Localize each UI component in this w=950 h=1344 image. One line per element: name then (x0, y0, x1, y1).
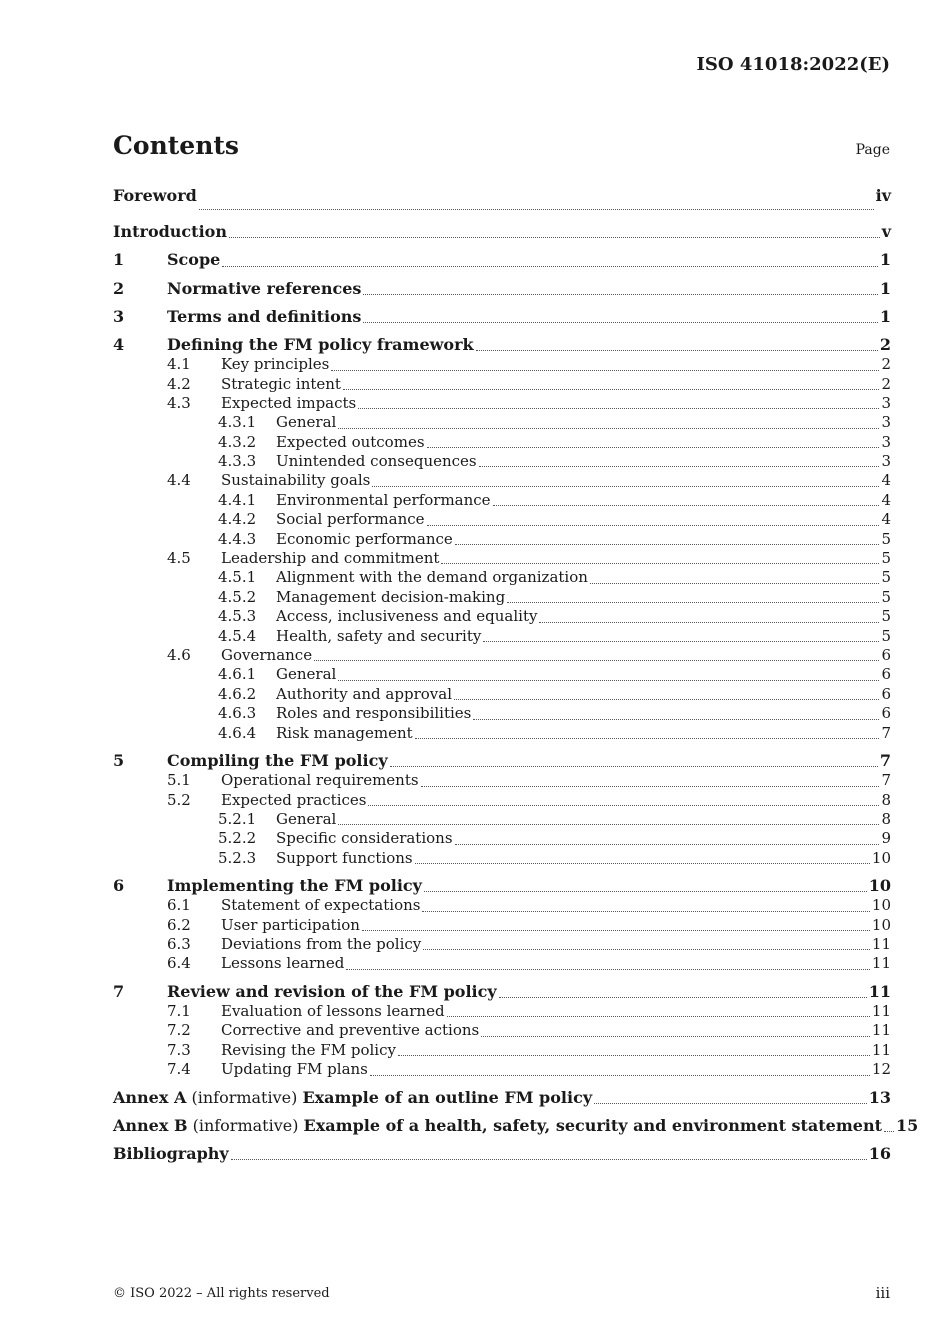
toc-entry[interactable] (113, 974, 891, 1002)
toc-entry-title: Revising the FM policy (221, 1040, 396, 1059)
toc-entry-title: General (276, 809, 337, 828)
toc-entry[interactable] (113, 1060, 891, 1079)
toc-entry-number: 4.3.3 (218, 452, 257, 471)
toc-entry-number: 4.5.4 (218, 626, 257, 645)
toc-entry-number: 4 (113, 334, 125, 354)
toc-entry-number: 4.2 (167, 374, 191, 393)
toc-entry-number: 4.5.1 (218, 568, 257, 587)
toc-entry-title: Deviations from the policy (221, 935, 422, 954)
toc-entry-page: 3 (881, 393, 891, 412)
toc-entry-number: 5.2.1 (218, 809, 257, 828)
toc-entry-page: 5 (881, 529, 891, 548)
dot-leader (363, 321, 877, 323)
dot-leader (415, 862, 870, 864)
toc-entry[interactable] (113, 433, 891, 452)
toc-entry-number: 3 (113, 306, 125, 326)
toc-entry-page: 7 (879, 750, 891, 770)
toc-entry-title: Risk management (276, 723, 413, 742)
toc-entry[interactable] (113, 627, 891, 646)
dot-leader (590, 582, 880, 584)
toc-entry-title: Environmental performance (276, 490, 491, 509)
dot-leader (362, 929, 870, 931)
toc-entry-title (113, 1088, 592, 1108)
toc-entry[interactable] (113, 214, 891, 242)
page-number: iii (875, 1284, 890, 1302)
dot-leader (368, 804, 879, 806)
toc-entry-page: 2 (881, 374, 891, 393)
dot-leader (499, 996, 867, 998)
toc-entry-title (113, 1116, 882, 1136)
toc-entry-number: 1 (113, 250, 125, 270)
toc-entry-title: Foreword (113, 186, 197, 205)
toc-entry-number: 6.3 (167, 935, 191, 954)
toc-entry-title: Management decision-making (276, 587, 506, 606)
dot-leader (338, 679, 879, 681)
dot-leader (423, 948, 870, 950)
toc-entry[interactable] (113, 1136, 891, 1164)
toc-entry-page: 10 (871, 915, 891, 934)
toc-entry[interactable] (113, 242, 891, 270)
toc-entry-title: Specific considerations (276, 829, 453, 848)
toc-entry-page: 7 (881, 771, 891, 790)
dot-leader (422, 910, 869, 912)
toc-entry-page: 12 (871, 1060, 891, 1079)
toc-entry-title: Governance (221, 645, 313, 664)
toc-entry-number: 4.4.3 (218, 529, 257, 548)
toc-entry-title: Updating FM plans (221, 1060, 368, 1079)
toc-entry-title: Unintended consequences (276, 452, 477, 471)
toc-entry-title: Access, inclusiveness and equality (276, 607, 538, 626)
toc-entry[interactable] (113, 916, 891, 935)
dot-leader (415, 737, 880, 739)
toc-entry[interactable] (113, 685, 891, 704)
toc-entry-number: 7 (113, 981, 125, 1001)
toc-entry-number: 4.5.3 (218, 607, 257, 626)
toc-entry-title: Operational requirements (221, 771, 419, 790)
dot-leader (231, 1158, 867, 1160)
dot-leader (454, 698, 879, 700)
toc-entry-page: 4 (881, 471, 891, 490)
page-column-label: Page (855, 142, 890, 158)
toc-entry[interactable] (113, 724, 891, 743)
toc-entry-page: 16 (868, 1143, 891, 1163)
toc-entry-page: 2 (881, 355, 891, 374)
toc-entry-page: 8 (881, 790, 891, 809)
toc-entry[interactable] (113, 791, 891, 810)
toc-entry-title: Leadership and commitment (221, 549, 440, 568)
dot-leader (229, 236, 880, 238)
toc-entry[interactable] (113, 1021, 891, 1040)
toc-entry-title: Expected outcomes (276, 432, 425, 451)
toc-entry-title: Defining the FM policy framework (167, 334, 474, 354)
toc-entry-page: 2 (879, 334, 891, 354)
toc-entry-page: 10 (868, 876, 891, 896)
toc-entry[interactable] (113, 491, 891, 510)
toc-entry-page: 10 (871, 848, 891, 867)
toc-entry-number: 4.3.2 (218, 432, 257, 451)
toc-entry-number: 6.4 (167, 954, 191, 973)
toc-entry[interactable] (113, 413, 891, 432)
toc-entry-title: Corrective and preventive actions (221, 1021, 480, 1040)
toc-entry-title: Scope (167, 250, 221, 270)
toc-entry[interactable] (113, 665, 891, 684)
toc-entry-title: Strategic intent (221, 374, 341, 393)
toc-entry-page: 1 (879, 306, 891, 326)
toc-entry-page: 1 (879, 278, 891, 298)
dot-leader (884, 1130, 894, 1132)
toc-entry[interactable] (113, 954, 891, 973)
toc-entry-page: 5 (881, 626, 891, 645)
toc-entry-page: 5 (881, 568, 891, 587)
annex-type-note: (informative) (186, 1087, 303, 1107)
toc-entry[interactable] (113, 568, 891, 587)
toc-entry[interactable] (113, 810, 891, 829)
toc-entry-title: Social performance (276, 510, 425, 529)
toc-entry-number: 4.6 (167, 645, 191, 664)
dot-leader (199, 208, 874, 210)
toc-entry[interactable] (113, 1080, 891, 1108)
toc-entry-number: 4.3 (167, 393, 191, 412)
toc-entry-page: 4 (881, 490, 891, 509)
table-of-contents (113, 186, 919, 1164)
dot-leader (441, 562, 879, 564)
toc-entry-page: 5 (881, 549, 891, 568)
toc-entry[interactable] (113, 607, 891, 626)
toc-entry[interactable] (113, 935, 891, 954)
toc-entry-number: 7.3 (167, 1040, 191, 1059)
toc-entry-page: 10 (871, 896, 891, 915)
dot-leader (331, 369, 879, 371)
toc-entry[interactable] (113, 1002, 891, 1021)
toc-entry-number: 4.4 (167, 471, 191, 490)
toc-entry[interactable] (113, 452, 891, 471)
toc-entry[interactable] (113, 646, 891, 665)
toc-entry-number: 4.4.2 (218, 510, 257, 529)
toc-entry-number: 4.6.2 (218, 684, 257, 703)
toc-entry-number: 5 (113, 750, 125, 770)
toc-entry-page: 8 (881, 809, 891, 828)
dot-leader (493, 504, 880, 506)
toc-entry[interactable] (113, 375, 891, 394)
toc-entry-page: 3 (881, 413, 891, 432)
document-id: ISO 41018:2022(E) (696, 54, 890, 75)
toc-entry[interactable] (113, 849, 891, 868)
toc-entry-title: Expected practices (221, 790, 367, 809)
toc-entry-page: v (881, 222, 891, 242)
dot-leader (481, 1035, 870, 1037)
toc-entry-title: Sustainability goals (221, 471, 371, 490)
dot-leader (358, 407, 879, 409)
dot-leader (455, 543, 880, 545)
toc-entry-title: Bibliography (113, 1143, 229, 1163)
dot-leader (338, 823, 879, 825)
toc-entry-number: 4.5 (167, 549, 191, 568)
toc-entry-page: 11 (871, 1002, 891, 1021)
dot-leader (372, 485, 879, 487)
toc-entry[interactable] (113, 394, 891, 413)
toc-entry[interactable] (113, 327, 891, 355)
dot-leader (424, 890, 867, 892)
dot-leader (479, 465, 880, 467)
dot-leader (455, 843, 880, 845)
toc-entry[interactable] (113, 471, 891, 490)
toc-entry-number: 6.2 (167, 915, 191, 934)
toc-entry-title: General (276, 665, 337, 684)
toc-entry-page: 6 (881, 645, 891, 664)
toc-entry-page: 3 (881, 432, 891, 451)
toc-entry[interactable] (113, 771, 891, 790)
toc-entry-title: Introduction (113, 222, 227, 242)
toc-entry[interactable] (113, 896, 891, 915)
page-title: Contents (113, 131, 240, 160)
toc-entry-title: Authority and approval (276, 684, 452, 703)
dot-leader (370, 1074, 870, 1076)
toc-entry-number: 5.2.2 (218, 829, 257, 848)
toc-entry-number: 4.5.2 (218, 587, 257, 606)
dot-leader (427, 524, 880, 526)
toc-entry-number: 4.6.1 (218, 665, 257, 684)
toc-entry-number: 4.3.1 (218, 413, 257, 432)
toc-entry-page: 15 (896, 1115, 919, 1135)
toc-entry-number: 5.1 (167, 771, 191, 790)
toc-entry-title: User participation (221, 915, 360, 934)
dot-leader (473, 718, 879, 720)
dot-leader (343, 388, 880, 390)
toc-entry[interactable] (113, 743, 891, 771)
toc-entry[interactable] (113, 549, 891, 568)
toc-entry-number: 5.2.3 (218, 848, 257, 867)
toc-entry-page: iv (875, 186, 891, 205)
toc-entry[interactable] (113, 186, 891, 214)
toc-entry[interactable] (113, 868, 891, 896)
toc-entry-title: Health, safety and security (276, 626, 482, 645)
toc-entry[interactable] (113, 530, 891, 549)
toc-entry-title: Roles and responsibilities (276, 704, 472, 723)
toc-entry[interactable] (113, 588, 891, 607)
toc-entry-title: Key principles (221, 355, 330, 374)
toc-entry-page: 6 (881, 684, 891, 703)
dot-leader (594, 1102, 867, 1104)
toc-entry-page: 11 (871, 954, 891, 973)
toc-entry[interactable] (113, 704, 891, 723)
toc-entry-page: 3 (881, 452, 891, 471)
toc-entry-title: Support functions (276, 848, 413, 867)
toc-entry-page: 11 (871, 1021, 891, 1040)
dot-leader (363, 293, 877, 295)
toc-entry-title: General (276, 413, 337, 432)
dot-leader (507, 601, 879, 603)
toc-entry-page: 1 (879, 250, 891, 270)
toc-entry-title: Normative references (167, 278, 362, 298)
annex-title: Example of an outline FM policy (302, 1087, 593, 1107)
dot-leader (483, 640, 879, 642)
toc-entry-title: Alignment with the demand organization (276, 568, 588, 587)
toc-entry-page: 7 (881, 723, 891, 742)
toc-entry-number: 4.1 (167, 355, 191, 374)
toc-entry-title: Expected impacts (221, 393, 357, 412)
toc-entry-title: Statement of expectations (221, 896, 421, 915)
annex-label: Annex A (113, 1087, 187, 1107)
dot-leader (314, 659, 879, 661)
dot-leader (447, 1015, 870, 1017)
toc-entry-number: 6.1 (167, 896, 191, 915)
toc-entry-title: Terms and definitions (167, 306, 362, 326)
toc-entry-number: 4.4.1 (218, 490, 257, 509)
toc-entry[interactable] (113, 299, 891, 327)
toc-entry-title: Evaluation of lessons learned (221, 1002, 445, 1021)
toc-entry-number: 7.4 (167, 1060, 191, 1079)
annex-type-note: (informative) (187, 1115, 304, 1135)
toc-entry-number: 7.2 (167, 1021, 191, 1040)
dot-leader (421, 785, 880, 787)
toc-entry[interactable] (113, 1108, 919, 1136)
toc-entry-title: Implementing the FM policy (167, 876, 422, 896)
annex-label: Annex B (113, 1115, 188, 1135)
dot-leader (222, 265, 878, 267)
toc-entry-number: 4.6.4 (218, 723, 257, 742)
toc-entry[interactable] (113, 271, 891, 299)
toc-entry[interactable] (113, 1041, 891, 1060)
toc-entry-page: 6 (881, 665, 891, 684)
toc-entry-number: 5.2 (167, 790, 191, 809)
dot-leader (539, 621, 879, 623)
toc-entry-number: 4.6.3 (218, 704, 257, 723)
toc-entry-page: 6 (881, 704, 891, 723)
toc-entry-page: 11 (871, 1040, 891, 1059)
toc-entry-page: 4 (881, 510, 891, 529)
toc-entry[interactable] (113, 510, 891, 529)
toc-entry-number: 2 (113, 278, 125, 298)
dot-leader (427, 446, 880, 448)
dot-leader (398, 1054, 870, 1056)
toc-entry-page: 9 (881, 829, 891, 848)
toc-entry-page: 13 (868, 1087, 891, 1107)
toc-entry-page: 11 (871, 935, 891, 954)
toc-entry-title: Lessons learned (221, 954, 345, 973)
dot-leader (390, 765, 878, 767)
toc-entry-page: 11 (868, 981, 891, 1001)
toc-entry-title: Review and revision of the FM policy (167, 981, 497, 1001)
toc-entry-number: 6 (113, 876, 125, 896)
dot-leader (346, 968, 870, 970)
toc-entry[interactable] (113, 355, 891, 374)
dot-leader (338, 427, 879, 429)
toc-entry-page: 5 (881, 607, 891, 626)
toc-entry-page: 5 (881, 587, 891, 606)
copyright-notice: © ISO 2022 – All rights reserved (113, 1286, 330, 1301)
annex-title: Example of a health, safety, security and environment statement (303, 1115, 882, 1135)
toc-entry-title: Compiling the FM policy (167, 750, 388, 770)
toc-entry-title: Economic performance (276, 529, 453, 548)
dot-leader (476, 349, 878, 351)
toc-entry-number: 7.1 (167, 1002, 191, 1021)
toc-entry[interactable] (113, 829, 891, 848)
